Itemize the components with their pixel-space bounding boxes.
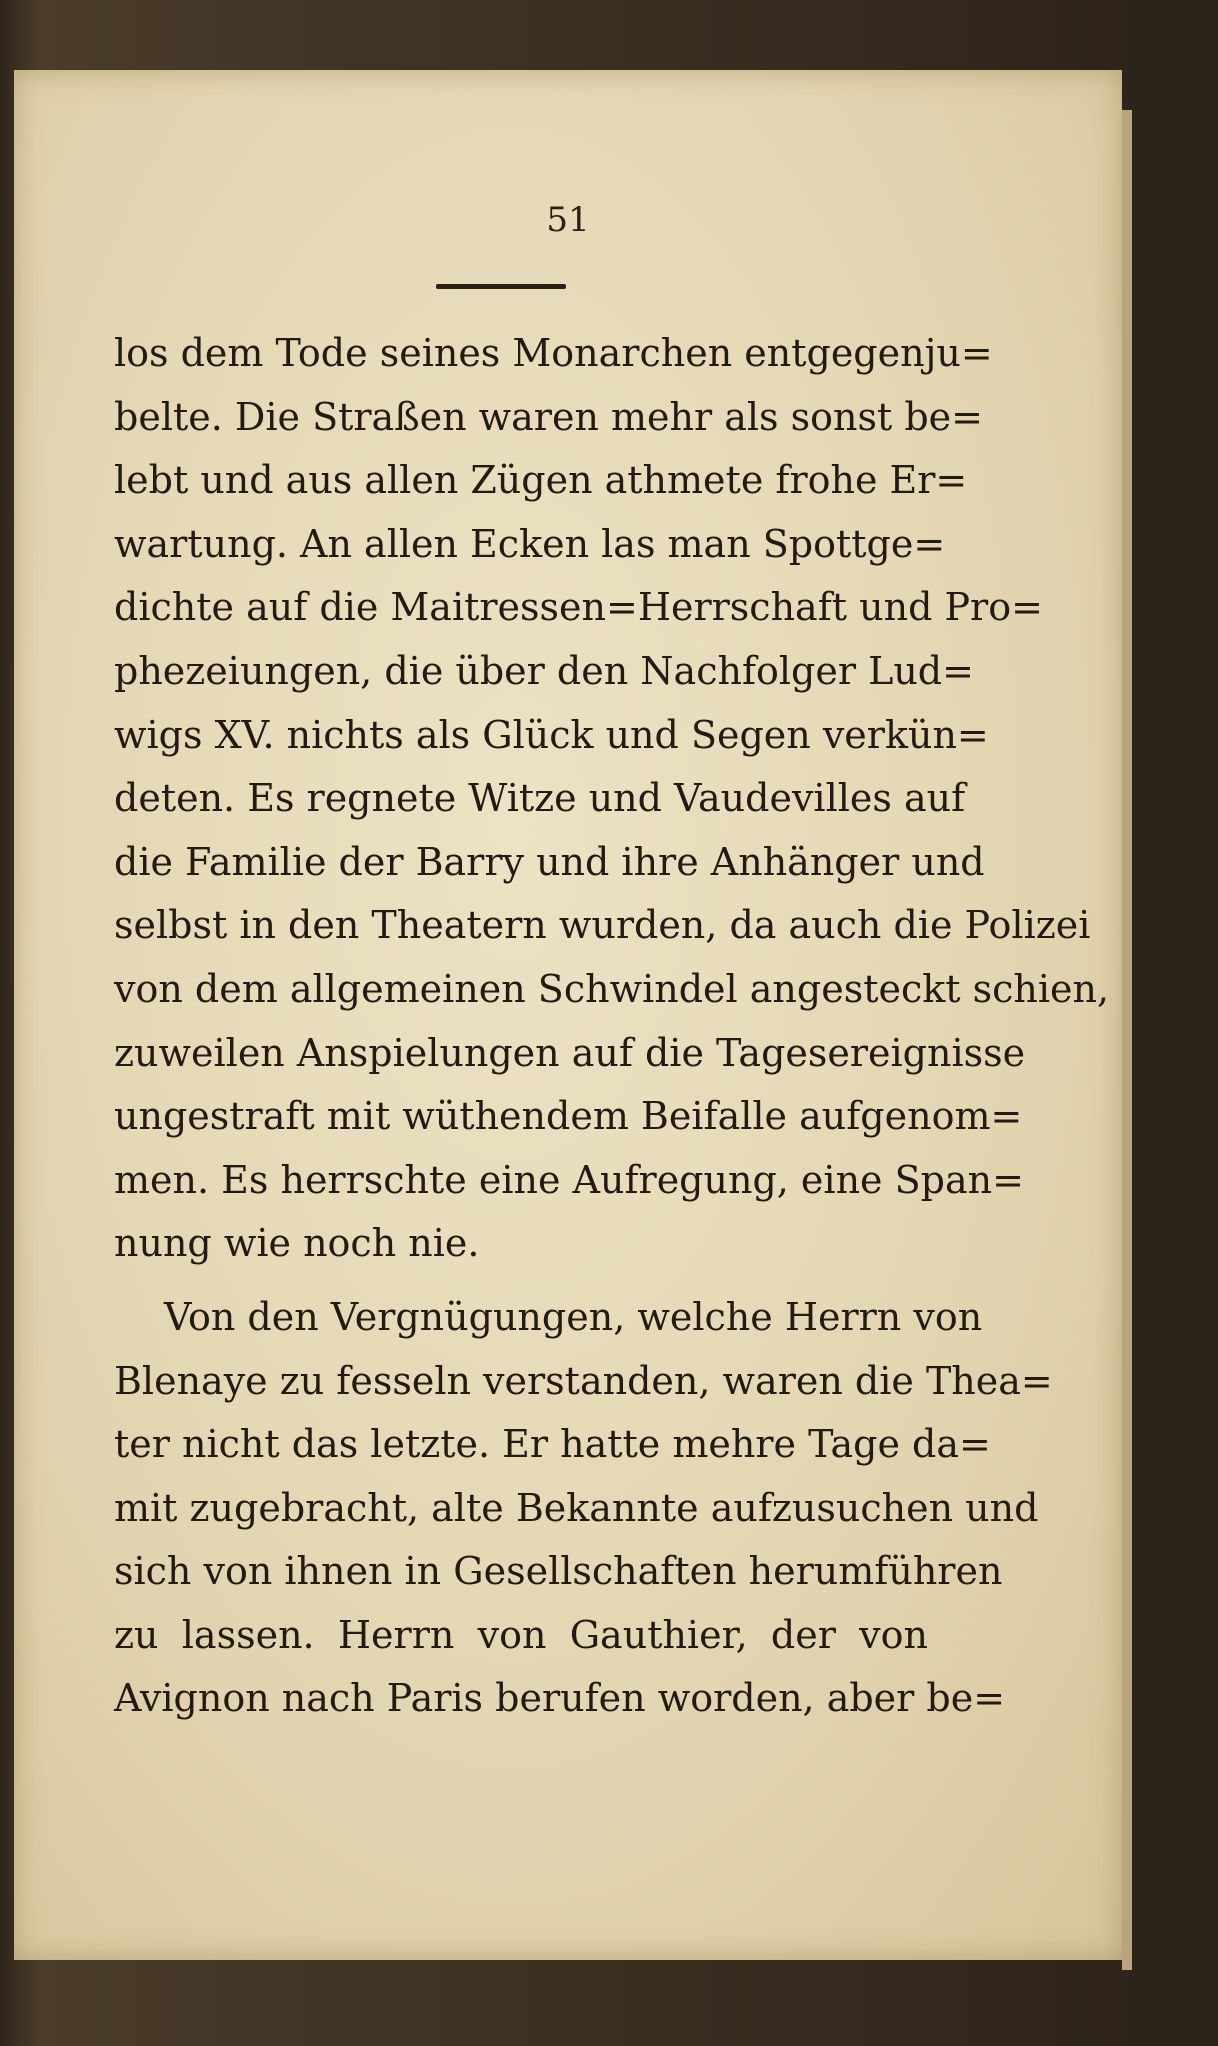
- page-number: 51: [546, 200, 590, 240]
- page-edge: [1122, 110, 1132, 1970]
- text-line: selbst in den Theatern wurden, da auch die Polizei: [114, 903, 1091, 948]
- text-line: lebt und aus allen Zügen athmete frohe Er=: [114, 458, 968, 503]
- body-text: [114, 322, 1110, 1731]
- text-line: men. Es herrschte eine Aufregung, eine Span=: [114, 1157, 1024, 1202]
- paragraph-gap: [114, 1276, 928, 1286]
- text-line: zuweilen Anspielungen auf die Tagesereignisse: [114, 1030, 1026, 1075]
- text-line: von dem allgemeinen Schwindel angesteckt schien,: [114, 966, 1110, 1011]
- text-line: belte. Die Straßen waren mehr als sonst be=: [114, 394, 983, 439]
- book-page: [14, 70, 1122, 1960]
- header-rule: [436, 284, 566, 289]
- text-line: mit zugebracht, alte Bekannte aufzusuchen und: [114, 1485, 1039, 1530]
- paragraph-1: [114, 322, 1110, 1276]
- text-line: die Familie der Barry und ihre Anhänger und: [114, 839, 985, 884]
- text-line: nung wie noch nie.: [114, 1221, 480, 1266]
- text-line: wigs XV. nichts als Glück und Segen verkün=: [114, 712, 989, 757]
- text-line: Blenaye zu fesseln verstanden, waren die Thea=: [114, 1358, 1053, 1403]
- text-line: wartung. An allen Ecken las man Spottge=: [114, 521, 946, 566]
- text-line: ter nicht das letzte. Er hatte mehre Tage da=: [114, 1422, 991, 1467]
- paragraph-2: [114, 1286, 1053, 1731]
- text-line: los dem Tode seines Monarchen entgegenju=: [114, 331, 993, 375]
- text-line: Avignon nach Paris berufen worden, aber be=: [114, 1676, 1006, 1721]
- text-line: ungestraft mit wüthendem Beifalle aufgenom=: [114, 1094, 1023, 1139]
- text-line: Von den Vergnügungen, welche Herrn von: [164, 1294, 983, 1339]
- text-line: dichte auf die Maitressen=Herrschaft und Pro=: [114, 585, 1043, 630]
- text-line: zu lassen. Herrn von Gauthier, der von: [114, 1612, 928, 1657]
- text-line: deten. Es regnete Witze und Vaudevilles auf: [114, 776, 966, 821]
- text-line: phezeiungen, die über den Nachfolger Lud=: [114, 648, 974, 693]
- text-line: sich von ihnen in Gesellschaften herumführen: [114, 1549, 1003, 1594]
